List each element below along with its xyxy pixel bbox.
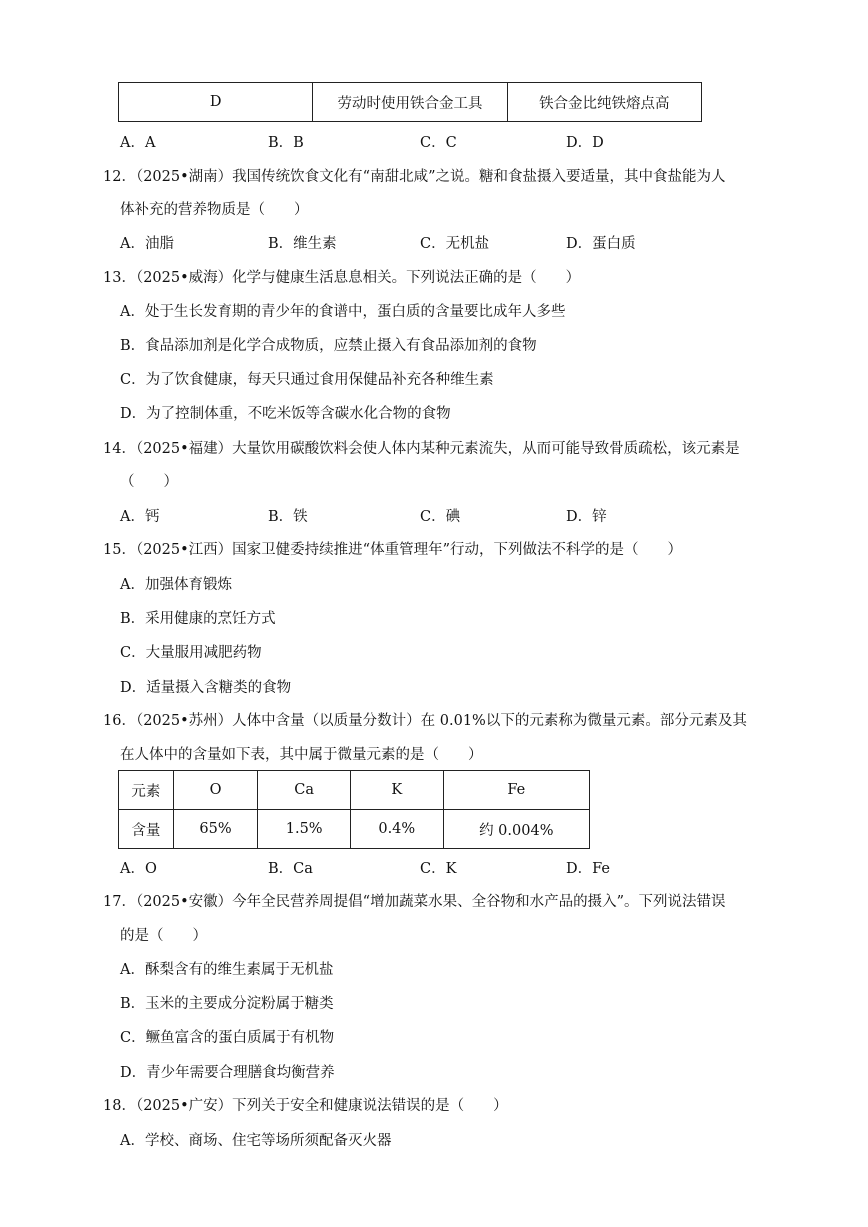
option-b[interactable]: B．维生素 bbox=[268, 236, 337, 252]
option-d[interactable]: D．适量摄入含糖类的食物 bbox=[120, 680, 292, 696]
table-cell: K bbox=[350, 771, 443, 810]
table-row bbox=[119, 810, 590, 849]
question-stem-cont: 的是（ ） bbox=[120, 928, 207, 944]
option-d[interactable]: D．为了控制体重，不吃米饭等含碳水化合物的食物 bbox=[120, 406, 451, 422]
question-stem: 15．（2025•江西）国家卫健委持续推进“体重管理年”行动，下列做法不科学的是（ ） bbox=[103, 542, 682, 558]
option-c[interactable]: C．碘 bbox=[420, 509, 461, 525]
option-b[interactable]: B．B bbox=[268, 135, 304, 151]
option-d[interactable]: D．D bbox=[566, 135, 604, 151]
table-cell: 含量 bbox=[119, 810, 174, 849]
question-stem: 16．（2025•苏州）人体中含量（以质量分数计）在 0.01%以下的元素称为微量元素。部分元素及其 bbox=[103, 713, 747, 729]
option-a[interactable]: A．油脂 bbox=[120, 236, 174, 252]
option-b[interactable]: B．铁 bbox=[268, 509, 308, 525]
option-d[interactable]: D．青少年需要合理膳食均衡营养 bbox=[120, 1065, 335, 1081]
table-cell: 约 0.004% bbox=[443, 810, 589, 849]
option-a[interactable]: A．加强体育锻炼 bbox=[120, 577, 232, 593]
option-a[interactable]: A．学校、商场、住宅等场所须配备灭火器 bbox=[120, 1133, 392, 1149]
option-a[interactable]: A．A bbox=[120, 135, 156, 151]
question-stem-cont: 体补充的营养物质是（ ） bbox=[120, 202, 309, 218]
table-cell: Fe bbox=[443, 771, 589, 810]
table-row bbox=[119, 771, 590, 810]
option-d[interactable]: D．蛋白质 bbox=[566, 236, 636, 252]
question-stem-cont: （ ） bbox=[120, 474, 178, 490]
option-c[interactable]: C．鳜鱼富含的蛋白质属于有机物 bbox=[120, 1030, 335, 1046]
table-cell: Ca bbox=[258, 771, 351, 810]
option-b[interactable]: B．玉米的主要成分淀粉属于糖类 bbox=[120, 996, 334, 1012]
q11-option-table bbox=[118, 82, 702, 122]
question-stem: 17．（2025•安徽）今年全民营养周提倡“增加蔬菜水果、全谷物和水产品的摄入”。下列说法错误 bbox=[103, 894, 726, 910]
option-b[interactable]: B．Ca bbox=[268, 861, 313, 877]
option-c[interactable]: C．C bbox=[420, 135, 457, 151]
table-row bbox=[119, 83, 702, 122]
question-stem: 12．（2025•湖南）我国传统饮食文化有“南甜北咸”之说。糖和食盐摄入要适量，其中食盐能为人 bbox=[103, 169, 726, 185]
option-c[interactable]: C．为了饮食健康，每天只通过食用保健品补充各种维生素 bbox=[120, 372, 494, 388]
option-d[interactable]: D．Fe bbox=[566, 861, 610, 877]
question-stem: 14．（2025•福建）大量饮用碳酸饮料会使人体内某种元素流失，从而可能导致骨质疏松，该元素是 bbox=[103, 441, 740, 457]
question-stem-cont: 在人体中的含量如下表，其中属于微量元素的是（ ） bbox=[120, 747, 483, 763]
table-cell: D bbox=[119, 83, 313, 122]
table-cell: 0.4% bbox=[350, 810, 443, 849]
option-c[interactable]: C．K bbox=[420, 861, 457, 877]
question-stem: 13．（2025•威海）化学与健康生活息息相关。下列说法正确的是（ ） bbox=[103, 270, 581, 286]
option-a[interactable]: A．处于生长发育期的青少年的食谱中，蛋白质的含量要比成年人多些 bbox=[120, 304, 566, 320]
option-a[interactable]: A．钙 bbox=[120, 509, 160, 525]
element-content-table bbox=[118, 770, 590, 849]
table-cell: 元素 bbox=[119, 771, 174, 810]
table-cell: 劳动时使用铁合金工具 bbox=[313, 83, 507, 122]
option-a[interactable]: A．O bbox=[120, 861, 157, 877]
option-c[interactable]: C．大量服用减肥药物 bbox=[120, 645, 262, 661]
table-cell: 1.5% bbox=[258, 810, 351, 849]
table-cell: 65% bbox=[173, 810, 258, 849]
option-d[interactable]: D．锌 bbox=[566, 509, 607, 525]
question-stem: 18．（2025•广安）下列关于安全和健康说法错误的是（ ） bbox=[103, 1098, 508, 1114]
option-c[interactable]: C．无机盐 bbox=[420, 236, 490, 252]
option-a[interactable]: A．酥梨含有的维生素属于无机盐 bbox=[120, 962, 334, 978]
table-cell: O bbox=[173, 771, 258, 810]
table-cell: 铁合金比纯铁熔点高 bbox=[507, 83, 701, 122]
option-b[interactable]: B．食品添加剂是化学合成物质，应禁止摄入有食品添加剂的食物 bbox=[120, 338, 537, 354]
option-b[interactable]: B．采用健康的烹饪方式 bbox=[120, 611, 276, 627]
